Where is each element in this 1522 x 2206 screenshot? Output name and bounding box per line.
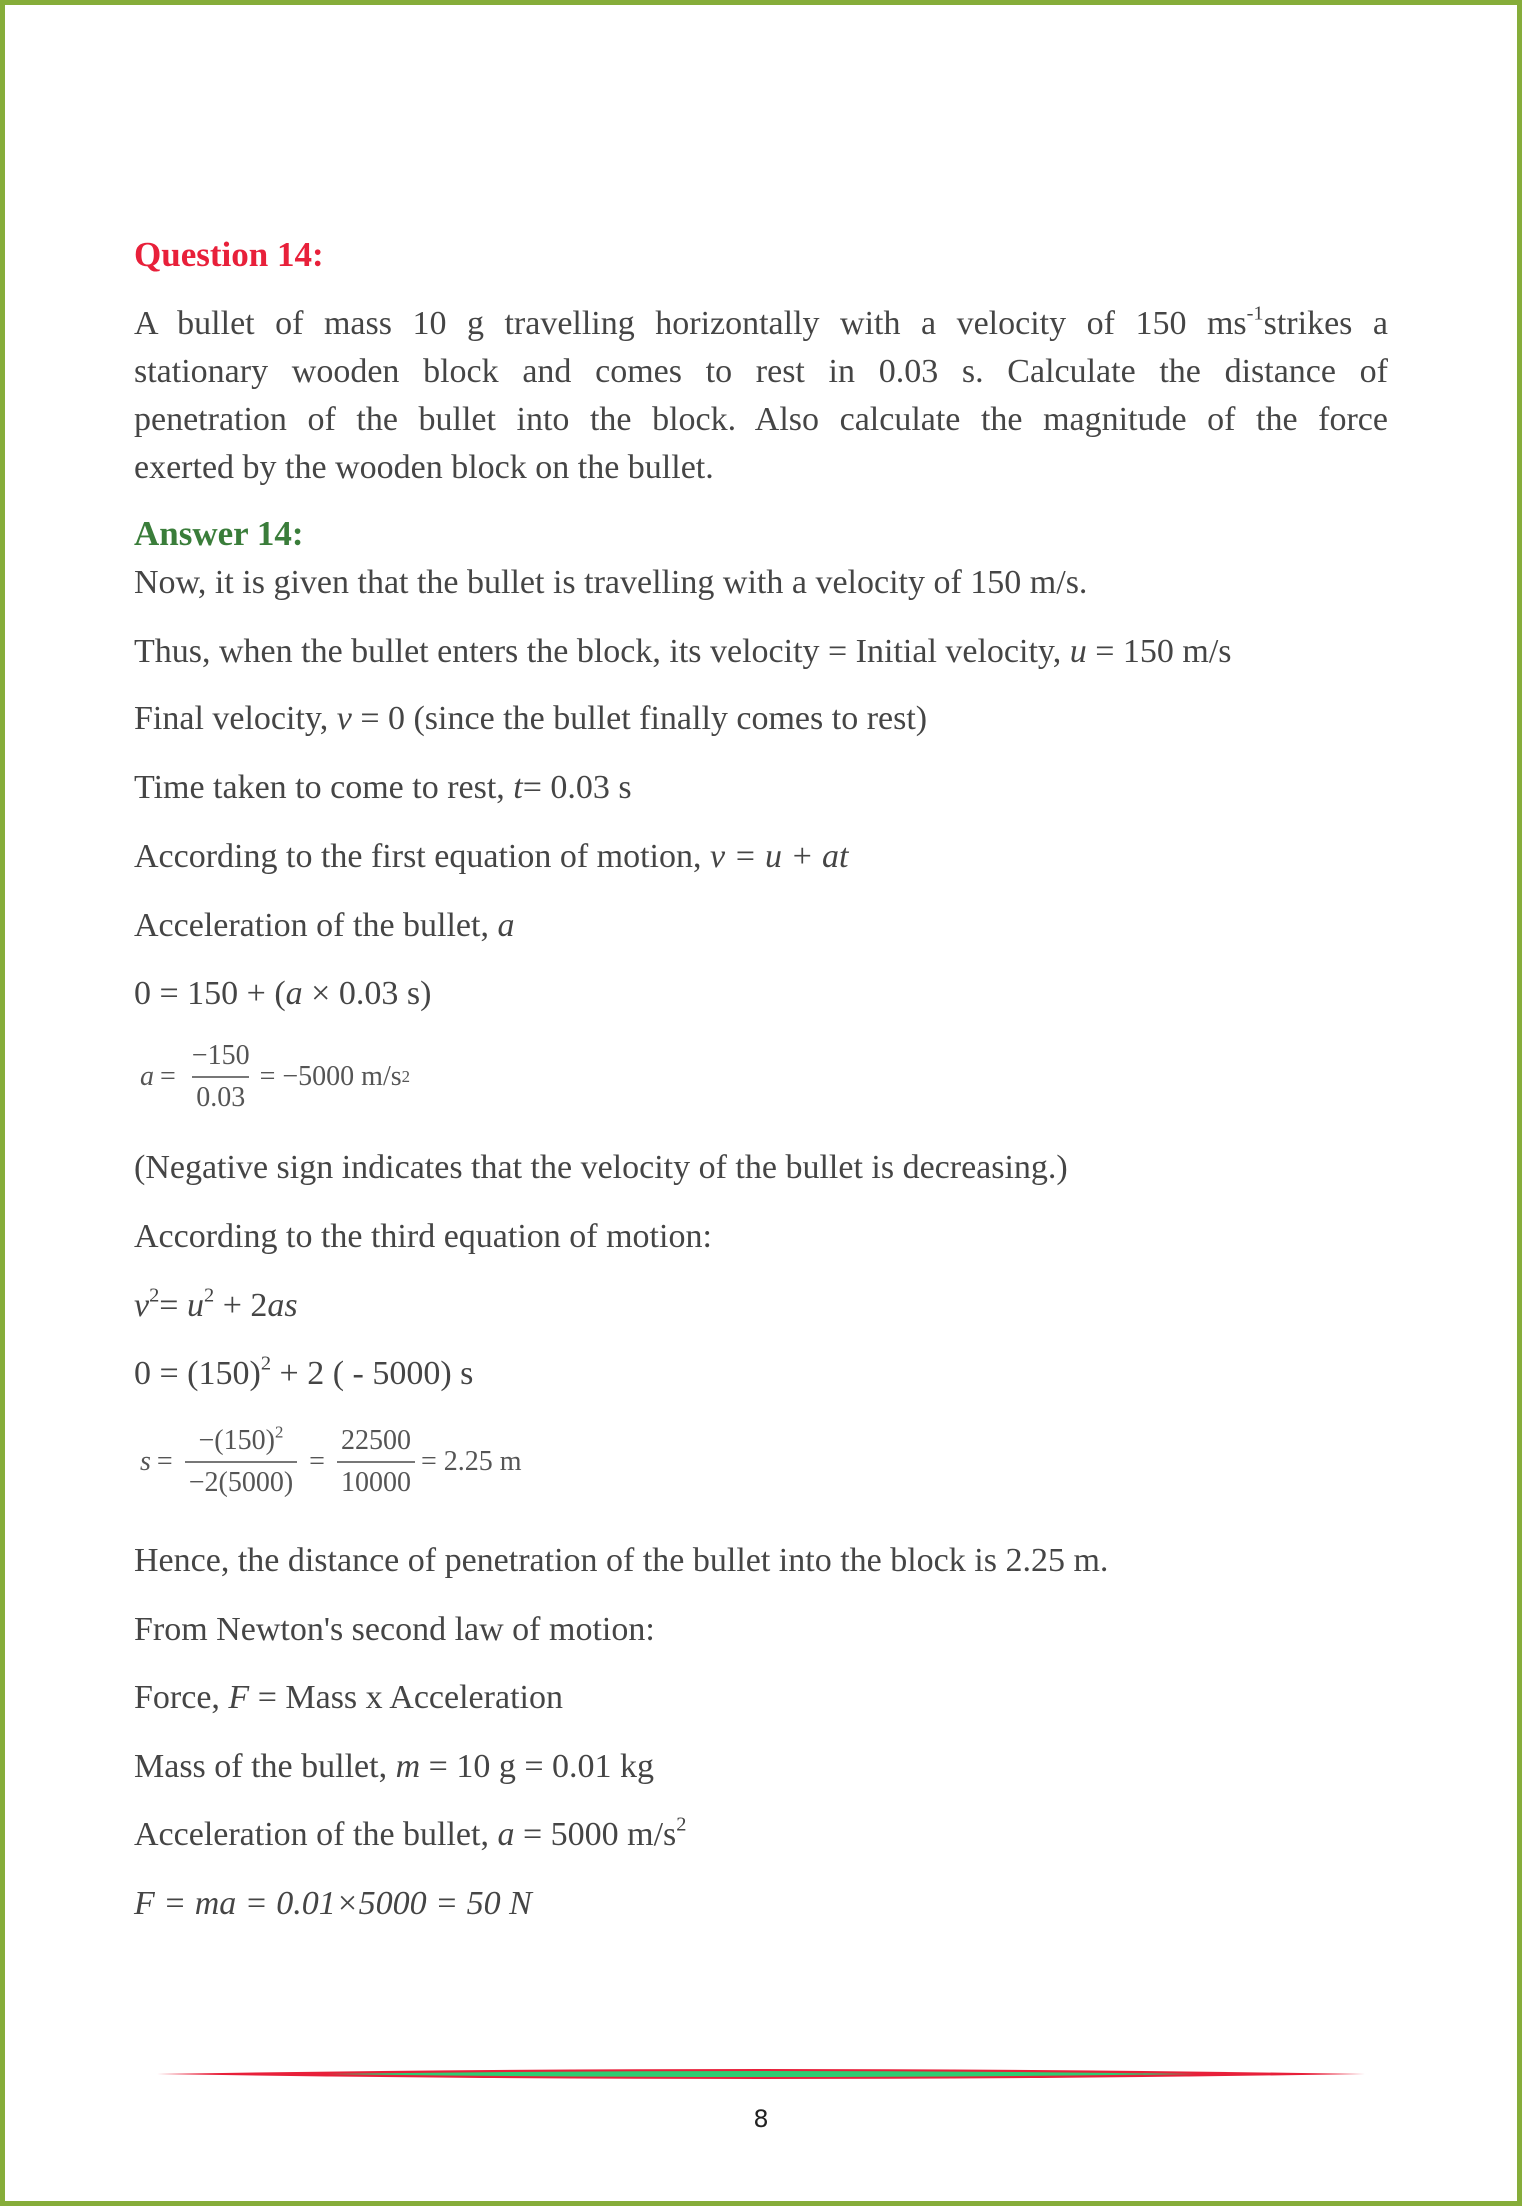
answer-heading: Answer 14: (134, 514, 304, 553)
answer-line-substitution: 0 = 150 + (a × 0.03 s) (134, 975, 432, 1012)
fraction: $\frac{-(150)^2}{-2(5000)}$ (185, 1425, 297, 1499)
answer-line-third-substitution: $0 = (150)^2 + 2$ ( - 5000) s (134, 1352, 474, 1392)
distance-formula: s = $\frac{-(150)^2}{-2(5000)}$ = $\frac{22500}{10000}$ = 2.25 m (140, 1422, 522, 1498)
question-line-2: stationary wooden block and comes to rest in 0.03 s. Calculate the distance of (134, 353, 1388, 390)
answer-line-force-definition: Force, F = Mass x Acceleration (134, 1679, 563, 1716)
question-heading: Question 14: (134, 235, 324, 274)
answer-line-initial-velocity: Thus, when the bullet enters the block, its velocity = Initial velocity, u = 150 m/s (134, 633, 1232, 670)
answer-line-third-equation-formula: $v^2= u^2 + 2as$ (134, 1284, 298, 1324)
answer-line-distance-result: Hence, the distance of penetration of the bullet into the block is 2.25 m. (134, 1542, 1109, 1579)
answer-line-mass: Mass of the bullet, m = 10 g = 0.01 kg (134, 1748, 654, 1785)
answer-line-third-equation: According to the third equation of motion: (134, 1218, 712, 1255)
answer-line-acceleration-value: Acceleration of the bullet, a = 5000 $m/s^2$ (134, 1813, 687, 1853)
answer-line-time: Time taken to come to rest, t= 0.03 s (134, 769, 632, 806)
footer-divider (157, 2066, 1365, 2082)
answer-line-acceleration-label: Acceleration of the bullet, a (134, 907, 515, 944)
fraction: $\frac{-150}{0.03}$ (191, 1040, 250, 1113)
question-text (134, 300, 1388, 492)
answer-line-final-velocity: Final velocity, v = 0 (since the bullet finally comes to rest) (134, 700, 928, 737)
page-number: 8 (753, 2105, 769, 2133)
question-line-3: penetration of the bullet into the block. Also calculate the magnitude of the force (134, 401, 1388, 438)
answer-line-negative-sign: (Negative sign indicates that the velocity of the bullet is decreasing.) (134, 1149, 1068, 1186)
question-line-4: exerted by the wooden block on the bullet. (134, 449, 714, 486)
answer-line-force-result: F = ma = 0.01×5000 = 50 N (134, 1885, 532, 1922)
answer-line-given: Now, it is given that the bullet is travelling with a velocity of 150 m/s. (134, 564, 1088, 601)
answer-line-first-equation: According to the first equation of motion, v = u + at (134, 838, 849, 875)
acceleration-formula: a = $\frac{-150}{0.03}$ = −5000 m/s 2 (140, 1040, 411, 1113)
answer-line-newton-law: From Newton's second law of motion: (134, 1611, 655, 1648)
question-line-1: A bullet of mass 10 g travelling horizontally with a velocity of 150 $ms^{-1}strikes$ a (134, 302, 1388, 342)
fraction: $\frac{22500}{10000}$ (337, 1425, 415, 1499)
